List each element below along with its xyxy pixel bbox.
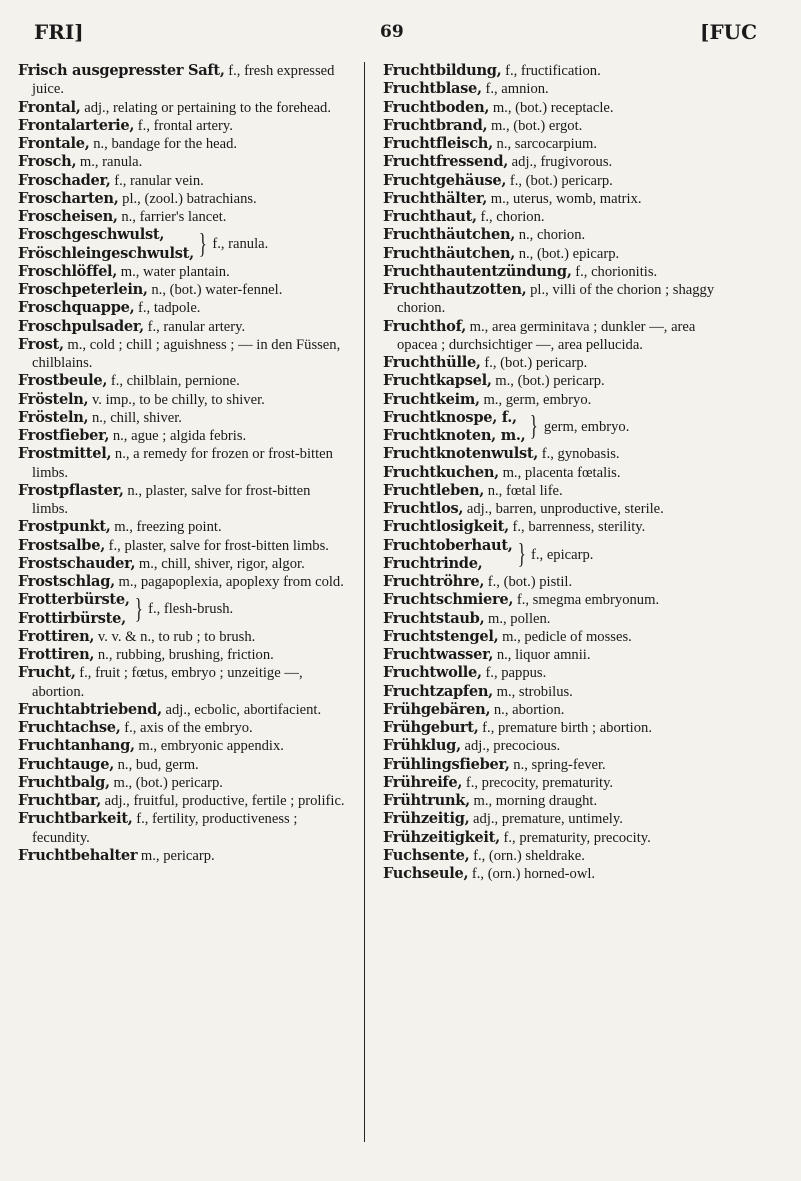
headword: Fruchthälter, xyxy=(383,189,488,207)
definition: n., bud, germ. xyxy=(113,756,199,773)
definition: f., axis of the embryo. xyxy=(120,720,253,736)
definition: m., (bot.) receptacle. xyxy=(489,99,614,116)
dictionary-entry xyxy=(18,153,348,171)
headword: Fruchtrinde, xyxy=(383,554,483,572)
definition: n., bandage for the head. xyxy=(89,136,238,152)
dictionary-entry xyxy=(383,664,723,682)
dictionary-entry xyxy=(383,518,723,536)
headword: Fruchtröhre, xyxy=(383,573,485,590)
headword: Froscheisen, xyxy=(18,208,118,225)
dictionary-entry xyxy=(18,518,348,536)
brace-glyph: } xyxy=(134,593,143,625)
definition: m., pedicle of mosses. xyxy=(498,628,632,645)
headword: Fruchtfressend, xyxy=(383,153,509,171)
definition: m., uterus, womb, matrix. xyxy=(487,190,642,207)
definition: n., rubbing, brushing, friction. xyxy=(94,647,274,663)
dictionary-entry xyxy=(383,847,723,865)
grouped-entry xyxy=(383,409,723,446)
headword: Frostschauder, xyxy=(18,554,136,572)
headword: Frottirbürste, xyxy=(18,609,126,627)
headword: Fruchtbrand, xyxy=(383,116,488,134)
definition: n., liquor amnii. xyxy=(493,647,591,663)
headword: Frontale, xyxy=(18,135,90,152)
dictionary-entry xyxy=(18,719,348,737)
header-range-end: [FUC xyxy=(700,20,758,44)
dictionary-entry xyxy=(18,190,348,208)
definition: f., precocity, prematurity. xyxy=(462,774,614,791)
headword: Frühlingsfieber, xyxy=(383,755,510,773)
definition: adj., frugivorous. xyxy=(508,154,613,171)
dictionary-entry xyxy=(383,792,723,810)
definition: f., frontal artery. xyxy=(134,117,233,134)
header-range-start: FRI] xyxy=(34,20,84,44)
headword: Fruchtlos, xyxy=(383,500,464,517)
dictionary-entry xyxy=(18,336,348,373)
dictionary-entry xyxy=(383,829,723,847)
headword: Fruchthautentzündung, xyxy=(383,262,572,280)
definition: adj., barren, unproductive, sterile. xyxy=(463,501,664,517)
headword: Frotterbürste, xyxy=(18,591,130,609)
headword: Frühzeitigkeit, xyxy=(383,828,500,846)
headword: Fruchthautzotten, xyxy=(383,281,527,298)
definition: m., ranula. xyxy=(76,154,143,171)
dictionary-entry xyxy=(18,664,348,701)
definition: f., chorionitis. xyxy=(571,263,658,280)
dictionary-entry xyxy=(383,591,723,609)
dictionary-entry xyxy=(18,537,348,555)
definition: f., pappus. xyxy=(481,665,547,682)
headword: Fruchtblase, xyxy=(383,80,482,98)
brace-glyph: } xyxy=(517,538,526,570)
definition: f., fresh expressed juice. xyxy=(32,63,335,98)
headword: Fröschleingeschwulst, xyxy=(18,244,194,262)
headword: Frostsalbe, xyxy=(18,536,105,554)
dictionary-entry xyxy=(383,153,723,171)
definition: n., abortion. xyxy=(490,701,565,718)
headword: Fruchtauge, xyxy=(18,755,114,773)
definition: f., ranular artery. xyxy=(143,318,246,335)
definition: v. v. & n., to rub ; to brush. xyxy=(94,628,256,645)
definition: f., epicarp. xyxy=(531,546,594,563)
dictionary-entry xyxy=(383,737,723,755)
definition: adj., fruitful, productive, fertile ; prolific. xyxy=(101,793,345,809)
headword: Frontalarterie, xyxy=(18,116,135,134)
dictionary-entry xyxy=(383,865,723,883)
definition: m., (bot.) pericarp. xyxy=(491,373,605,390)
dictionary-entry xyxy=(18,445,348,482)
definition: f., prematurity, precocity. xyxy=(499,829,651,846)
dictionary-entry xyxy=(18,774,348,792)
headword: Froschpeterlein, xyxy=(18,281,148,298)
dictionary-entry xyxy=(18,701,348,719)
definition: m., germ, embryo. xyxy=(479,391,592,408)
dictionary-entry xyxy=(18,555,348,573)
headword: Fruchtstengel, xyxy=(383,627,499,645)
headword: Fruchtschmiere, xyxy=(383,591,514,609)
dictionary-entry xyxy=(383,464,723,482)
headword: Fruchtbildung, xyxy=(383,62,502,79)
definition: f., fructification. xyxy=(501,63,601,79)
headword: Fruchtstaub, xyxy=(383,609,485,627)
dictionary-entry xyxy=(383,774,723,792)
definition: f., fruit ; fœtus, embryo ; unzeitige —, abortion. xyxy=(32,665,303,700)
definition: n., farrier's lancet. xyxy=(117,209,227,225)
dictionary-entry xyxy=(18,372,348,390)
definition: f., barrenness, sterility. xyxy=(508,519,646,536)
dictionary-entry xyxy=(383,810,723,828)
headword: Frühgebären, xyxy=(383,700,491,718)
dictionary-entry xyxy=(383,445,723,463)
headword: Fruchtwasser, xyxy=(383,646,494,663)
headword: Frösteln, xyxy=(18,408,89,426)
headword: Frontal, xyxy=(18,98,81,116)
page-number: 69 xyxy=(380,22,404,42)
headword: Frühreife, xyxy=(383,773,463,791)
definition: f., chorion. xyxy=(476,209,545,225)
definition: germ, embryo. xyxy=(543,418,630,435)
headword: Frostbeule, xyxy=(18,372,108,390)
dictionary-entry xyxy=(18,172,348,190)
definition: n., chorion. xyxy=(515,227,586,244)
definition: n., fœtal life. xyxy=(484,482,563,499)
definition: n., sarcocarpium. xyxy=(492,136,598,152)
headword: Fuchseule, xyxy=(383,865,469,882)
dictionary-entry xyxy=(18,117,348,135)
dictionary-entry xyxy=(383,372,723,390)
definition: m., water plantain. xyxy=(117,263,230,280)
dictionary-entry xyxy=(383,318,723,355)
headword: Fruchtanhang, xyxy=(18,737,135,755)
dictionary-entry xyxy=(383,190,723,208)
headword: Froschlöffel, xyxy=(18,262,118,280)
definition: m., cold ; chill ; aguishness ; — in den Füssen, chilblains. xyxy=(32,336,341,371)
headword: Froschpulsader, xyxy=(18,317,144,335)
definition: f., ranular vein. xyxy=(110,172,204,189)
dictionary-entry xyxy=(383,263,723,281)
dictionary-entry xyxy=(18,99,348,117)
headword: Fruchthaut, xyxy=(383,208,477,225)
definition: m., area germinitava ; dunkler —, area opacea ; durchsichtiger —, area pellucida. xyxy=(397,318,696,353)
dictionary-entry xyxy=(383,354,723,372)
right-column xyxy=(383,62,723,883)
definition: f., (bot.) pistil. xyxy=(484,574,573,590)
headword: Frühklug, xyxy=(383,737,461,755)
headword: Frühgeburt, xyxy=(383,719,479,736)
headword: Fruchtleben, xyxy=(383,481,485,499)
definition: m., strobilus. xyxy=(492,683,573,700)
headword: Frösteln, xyxy=(18,390,89,408)
headword: Fuchsente, xyxy=(383,846,470,864)
headword: Fruchtachse, xyxy=(18,719,121,736)
dictionary-entry xyxy=(383,135,723,153)
headword: Frostmittel, xyxy=(18,445,112,463)
definition: n., (bot.) water-fennel. xyxy=(147,282,283,298)
brace-glyph: } xyxy=(198,228,207,260)
definition: m., morning draught. xyxy=(469,793,598,809)
headword: Frisch ausgepresster Saft, xyxy=(18,62,225,79)
definition: n., ague ; algida febris. xyxy=(109,428,247,444)
dictionary-entry xyxy=(18,427,348,445)
headword: Froscharten, xyxy=(18,189,119,207)
dictionary-entry xyxy=(18,810,348,847)
dictionary-entry xyxy=(18,263,348,281)
dictionary-entry xyxy=(383,500,723,518)
headword: Fruchtwolle, xyxy=(383,664,482,682)
definition: m., embryonic appendix. xyxy=(134,738,284,755)
dictionary-entry xyxy=(383,756,723,774)
dictionary-entry xyxy=(383,208,723,226)
headword: Fruchtabtriebend, xyxy=(18,700,162,718)
dictionary-entry xyxy=(383,391,723,409)
headword: Fruchtkapsel, xyxy=(383,372,492,390)
dictionary-entry xyxy=(18,409,348,427)
definition: m., pollen. xyxy=(484,610,551,627)
headword: Froschgeschwulst, xyxy=(18,226,165,244)
dictionary-entry xyxy=(383,226,723,244)
headword: Fruchtkeim, xyxy=(383,390,480,408)
definition: adj., precocious. xyxy=(460,738,561,755)
headword: Frühtrunk, xyxy=(383,792,470,809)
headword: Fruchtkuchen, xyxy=(383,463,499,481)
headword: Froschader, xyxy=(18,171,111,189)
dictionary-entry xyxy=(18,391,348,409)
headword: Frottiren, xyxy=(18,627,95,645)
dictionary-entry xyxy=(383,573,723,591)
headword: Fruchtboden, xyxy=(383,98,490,116)
definition: n., (bot.) epicarp. xyxy=(515,245,620,262)
headword: Fruchthülle, xyxy=(383,354,481,371)
headword: Frostpflaster, xyxy=(18,481,124,499)
dictionary-entry xyxy=(383,99,723,117)
headword: Fruchthof, xyxy=(383,317,467,335)
dictionary-entry xyxy=(383,117,723,135)
headword: Fruchtknotenwulst, xyxy=(383,445,539,463)
headword: Fruchtbehalter xyxy=(18,846,138,864)
headword: Frottiren, xyxy=(18,646,95,663)
definition: m., (bot.) ergot. xyxy=(487,117,583,134)
headword: Fruchtbar, xyxy=(18,792,102,809)
dictionary-entry xyxy=(18,482,348,519)
headword: Frostfieber, xyxy=(18,427,110,444)
definition: pl., villi of the chorion ; shaggy chorion. xyxy=(397,282,715,317)
dictionary-entry xyxy=(383,719,723,737)
definition: m., pericarp. xyxy=(137,847,215,864)
definition: n., plaster, salve for frost-bitten limbs. xyxy=(32,482,311,517)
headword: Fruchtbalg, xyxy=(18,773,110,791)
dictionary-entry xyxy=(18,299,348,317)
definition: f., amnion. xyxy=(481,81,549,98)
dictionary-entry xyxy=(18,281,348,299)
definition: f., fertility, productiveness ; fecundity. xyxy=(32,811,298,846)
grouped-entry xyxy=(18,591,348,628)
dictionary-entry xyxy=(383,646,723,664)
headword: Fruchtlosigkeit, xyxy=(383,518,509,536)
definition: f., (orn.) sheldrake. xyxy=(469,847,585,864)
headword: Froschquappe, xyxy=(18,299,135,317)
dictionary-entry xyxy=(18,135,348,153)
headword: Fruchtoberhaut, xyxy=(383,536,513,554)
definition: f., plaster, salve for frost-bitten limbs. xyxy=(104,537,329,554)
dictionary-entry xyxy=(18,208,348,226)
headword: Fruchtbarkeit, xyxy=(18,810,133,828)
dictionary-entry xyxy=(383,482,723,500)
definition: f., (orn.) horned-owl. xyxy=(468,866,596,882)
definition: f., chilblain, pernione. xyxy=(107,373,240,390)
dictionary-entry xyxy=(18,573,348,591)
column-divider xyxy=(364,62,365,1142)
headword: Fruchtgehäuse, xyxy=(383,171,507,189)
brace-glyph: } xyxy=(530,411,539,442)
headword: Fruchtknoten, m., xyxy=(383,427,526,444)
definition: m., chill, shiver, rigor, algor. xyxy=(135,555,305,572)
dictionary-entry xyxy=(383,683,723,701)
dictionary-entry xyxy=(18,737,348,755)
definition: m., pagapoplexia, apoplexy from cold. xyxy=(114,574,344,590)
definition: f., (bot.) pericarp. xyxy=(480,355,588,371)
headword: Frucht, xyxy=(18,664,76,682)
definition: f., ranula. xyxy=(212,236,269,253)
definition: m., placenta fœtalis. xyxy=(498,464,621,481)
definition: n., a remedy for frozen or frost-bitten limbs. xyxy=(32,446,333,481)
grouped-entry xyxy=(383,537,723,574)
dictionary-entry xyxy=(18,646,348,664)
headword: Fruchtknospe, f., xyxy=(383,408,517,426)
definition: pl., (zool.) batrachians. xyxy=(118,190,257,207)
dictionary-entry xyxy=(18,847,348,865)
dictionary-entry xyxy=(18,628,348,646)
definition: m., (bot.) pericarp. xyxy=(109,774,223,791)
headword: Fruchtfleisch, xyxy=(383,135,493,152)
headword: Frühzeitig, xyxy=(383,810,470,828)
definition: n., spring-fever. xyxy=(509,756,606,773)
headword: Frost, xyxy=(18,335,64,353)
dictionary-entry xyxy=(383,62,723,80)
definition: adj., ecbolic, abortifacient. xyxy=(161,701,322,718)
definition: adj., premature, untimely. xyxy=(469,811,623,828)
dictionary-entry xyxy=(18,318,348,336)
definition: f., flesh-brush. xyxy=(148,601,234,618)
dictionary-entry xyxy=(383,80,723,98)
dictionary-entry xyxy=(383,701,723,719)
dictionary-entry xyxy=(383,281,723,318)
headword: Frostpunkt, xyxy=(18,518,111,536)
definition: f., premature birth ; abortion. xyxy=(478,720,652,736)
dictionary-entry xyxy=(383,610,723,628)
dictionary-entry xyxy=(18,792,348,810)
definition: v. imp., to be chilly, to shiver. xyxy=(88,391,265,408)
headword: Fruchthäutchen, xyxy=(383,226,516,244)
definition: f., (bot.) pericarp. xyxy=(506,172,613,189)
dictionary-entry xyxy=(18,756,348,774)
definition: m., freezing point. xyxy=(110,519,222,536)
headword: Fruchthäutchen, xyxy=(383,244,516,262)
left-column xyxy=(18,62,348,865)
dictionary-entry xyxy=(383,245,723,263)
dictionary-entry xyxy=(383,172,723,190)
headword: Frostschlag, xyxy=(18,573,115,590)
headword: Frosch, xyxy=(18,153,77,171)
grouped-entry xyxy=(18,226,348,263)
dictionary-entry xyxy=(383,628,723,646)
definition: f., smegma embryonum. xyxy=(513,592,660,609)
page-header xyxy=(0,20,801,50)
definition: f., gynobasis. xyxy=(538,446,620,463)
definition: adj., relating or pertaining to the forehead. xyxy=(80,99,331,116)
definition: f., tadpole. xyxy=(134,300,201,317)
definition: n., chill, shiver. xyxy=(88,409,182,426)
dictionary-entry xyxy=(18,62,348,99)
headword: Fruchtzapfen, xyxy=(383,682,493,700)
